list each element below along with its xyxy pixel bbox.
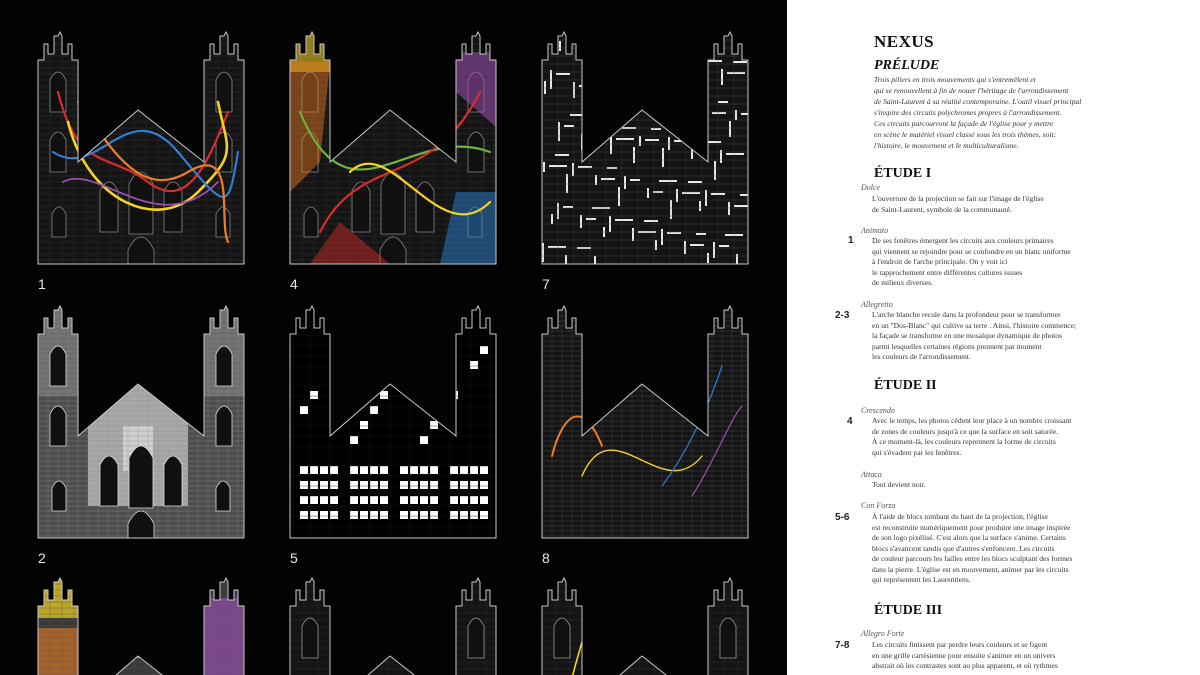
sequence-number: 1 [848,235,854,246]
paragraph [872,236,1192,289]
etude-2-heading: ÉTUDE II [874,378,937,393]
church-facade-illustration [38,306,244,538]
sequence-number: 4 [847,416,853,427]
tempo-label: Animato [861,226,889,235]
tempo-label: Allegro Forte [861,629,905,638]
panel-8 [542,306,748,566]
church-facade-illustration [542,32,748,264]
text-line: en une grille cartésienne pour ensuite s'animer en un univers [872,650,1056,660]
paragraph [872,194,1192,215]
text-line: blocs s'avancent tandis que d'autres s'enfoncent. Les circuits [872,543,1055,553]
text-line: De ses fenêtres émergent les circuits aux couleurs primaires [872,236,1054,245]
panel-7 [542,32,748,292]
text-line: Ces circuits parcourront la façade de l'église pour y mettre [874,119,1054,128]
text-line: Les circuits finissent par perdre leurs couleurs et se figent [872,640,1048,649]
text-line: en un "Dos-Blanc" qui cultive sa terre . Ainsi, l'histoire commence; [872,320,1077,330]
text-line: L'ouverture de la projection se fait sur l'image de l'église [872,194,1044,203]
paragraph [872,640,1192,672]
tempo-label: Dolce [861,183,881,192]
panel-partial-left [38,578,244,675]
text-line: de zones de couleurs jusqu'à ce que la surface en soit saturée. [872,426,1059,436]
text-line: de couleur parcours les failles entre les blocs sculptant des formes [872,554,1073,563]
church-facade-illustration [290,32,496,264]
text-line: s'inspire des circuits polychromes propres à l'arrondissement. [874,108,1062,117]
church-facade-illustration [542,578,748,675]
text-line: abstrait où les contrastes sont au plus apparent, et où rythmes [872,661,1058,670]
text-line: de Saint-Laurent à sa réalité contemporaine. L'outil visuel principal [874,97,1082,106]
text-line: l'histoire, le mouvement et le multiculturalisme. [874,141,1019,150]
church-facade-illustration [542,306,748,538]
panel-number: 8 [542,550,550,566]
text-line: le rapprochement entre différentes cultures issues [872,267,1023,277]
text-line: à l'endroit de l'arche principale. On y voit ici [872,257,1008,266]
panel-5 [290,306,496,566]
church-facade-illustration [290,578,496,675]
text-line: qui s'évadent par les fenêtres. [872,447,962,457]
text-line: dans la pierre. L'église est en mouvement, animer par les circuits [872,564,1069,574]
paragraph [872,512,1192,586]
text-line: Trois piliers en trois mouvements qui s'entremêlent et [874,75,1036,84]
panel-partial-right [542,578,748,675]
sequence-number: 5-6 [835,512,850,523]
document-title: NEXUS [874,32,935,51]
tempo-label: Attaca [861,470,882,479]
text-line: de son logo pixélisé. C'est alors que la surface s'anime. Certains [872,533,1066,542]
sequence-number: 7-8 [835,640,850,651]
text-line: de Saint-Laurent, symbole de la communauté. [872,204,1012,214]
text-line: les couleurs de l'arrondissement. [872,352,971,361]
etude-1-heading: ÉTUDE I [874,166,932,181]
church-facade-illustration [290,306,496,538]
panel-number: 5 [290,550,298,566]
prelude-heading: PRÉLUDE [874,58,940,73]
text-column [787,0,1200,675]
panel-partial-middle [290,578,496,675]
sequence-number: 2-3 [835,310,850,321]
text-line: L'arche blanche recule dans la profondeur pour se transformer [872,310,1061,319]
text-line: qui représentent les Laurentiens. [872,575,971,584]
panel-1 [38,32,244,292]
text-line: parmi lesquelles certaines régions prennent par moment [872,341,1042,351]
text-line: en scène le matériel visuel classé sous les trois thèmes, soit: [874,130,1057,139]
text-line: qui viennent se rejoindre pour se confondre en un blanc uniforme [872,246,1071,256]
paragraph [872,480,1192,491]
text-line: À ce moment-là, les couleurs reprennent la forme de circuits [872,437,1056,446]
text-line: la façade se transforme en une mosaïque dynamique de photos [872,331,1062,340]
paragraph [872,416,1192,458]
tempo-label: Crescendo [861,406,895,415]
paragraph [872,310,1192,363]
panel-number: 4 [290,276,298,292]
text-line: À l'aide de blocs tombant du haut de la projection, l'église [872,512,1048,521]
church-facade-illustration [38,578,244,675]
panel-number: 1 [38,276,46,292]
text-line: de milieux diverses. [872,278,933,287]
text-line: Avec le temps, les photos cèdent leur place à un nombre croissant [872,416,1072,425]
panel-4 [290,32,496,292]
text-line: Tout devient noir. [872,480,926,489]
panel-number: 2 [38,550,46,566]
panel-number: 7 [542,276,550,292]
tempo-label: Allegretto [861,300,893,309]
panel-2 [38,306,244,566]
text-line: qui se renouvellent à fin de nouer l'héritage de l'arrondissement [874,86,1069,95]
prelude-text [874,74,1194,151]
etude-3-heading: ÉTUDE III [874,603,943,618]
church-facade-illustration [38,32,244,264]
tempo-label: Con Forza [861,501,896,510]
text-line: est reconstruite numériquement pour produire une image inspirée [872,522,1071,532]
